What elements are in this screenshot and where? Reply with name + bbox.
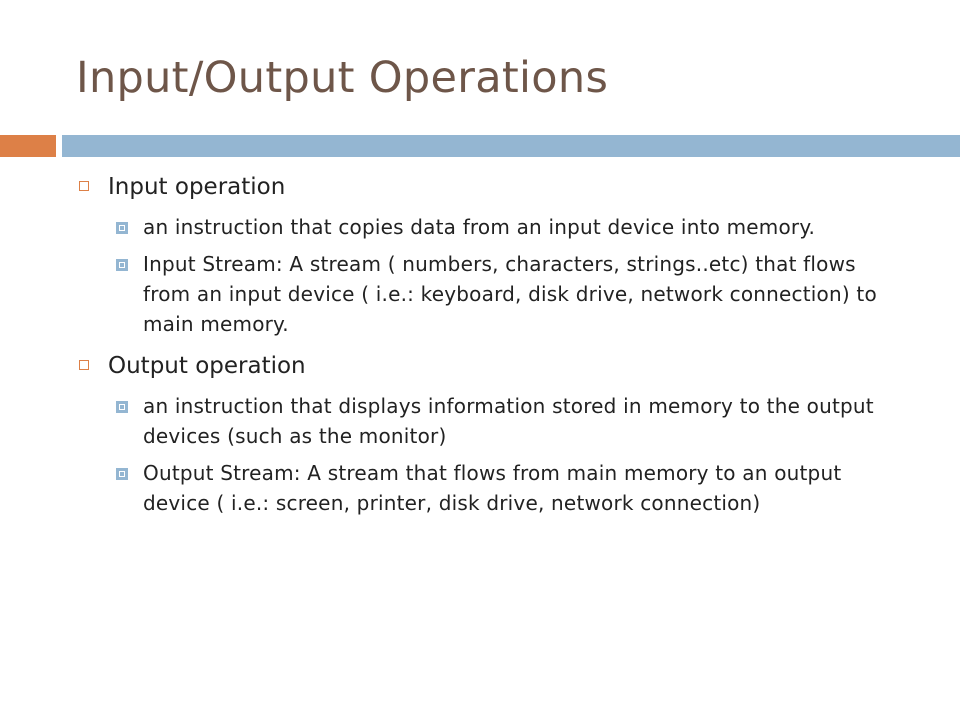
list-item: [0, 212, 960, 242]
list-item: [0, 458, 960, 518]
list-item: [0, 391, 960, 451]
framed-square-icon: [116, 222, 128, 234]
section-heading-text: Output operation: [108, 353, 306, 379]
list-item-text: Output Stream: A stream that flows from main memory to an output device ( i.e.: screen, printer, disk drive, network connection): [143, 461, 842, 515]
hollow-square-icon: [79, 181, 89, 191]
section-heading-output-operation: [0, 349, 960, 383]
slide-title: Input/Output Operations: [76, 53, 609, 103]
framed-square-icon: [116, 259, 128, 271]
list-item-text: an instruction that displays information stored in memory to the output devices (such as the monitor): [143, 394, 874, 448]
accent-bar: [0, 135, 56, 157]
section-heading-text: Input operation: [108, 174, 286, 200]
title-rule-bar: [62, 135, 960, 157]
framed-square-icon: [116, 468, 128, 480]
hollow-square-icon: [79, 360, 89, 370]
list-item: [0, 249, 960, 339]
slide-body: [0, 170, 960, 518]
list-item-text: Input Stream: A stream ( numbers, characters, strings..etc) that flows from an input device ( i.e.: keyboard, disk drive, network connection) to main memory.: [143, 252, 877, 336]
section-heading-input-operation: [0, 170, 960, 204]
framed-square-icon: [116, 401, 128, 413]
list-item-text: an instruction that copies data from an input device into memory.: [143, 215, 816, 239]
